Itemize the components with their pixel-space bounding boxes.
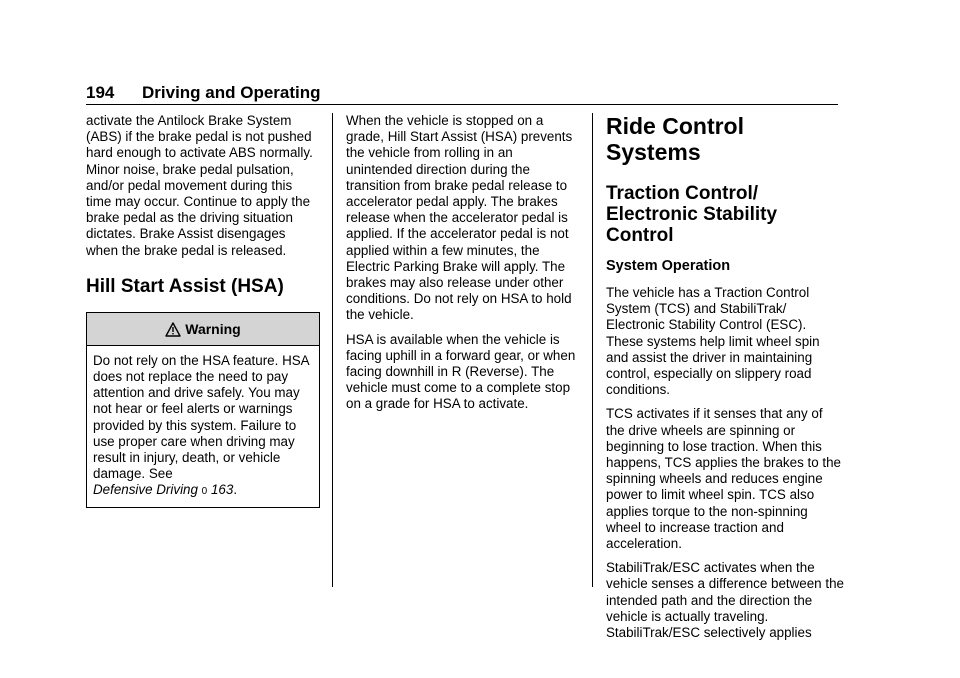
column-right (606, 113, 844, 649)
cross-reference-link[interactable]: Defensive Driving (93, 482, 198, 498)
page-number: 194 (86, 83, 115, 102)
section-heading-tcs: Traction Control/ Electronic Stability Control (606, 183, 778, 246)
paragraph: activate the Antilock Brake System (ABS) if the brake pedal is not pushed hard enough to activate ABS normally. Minor noise, brake pedal pulsation, and/or pedal movement during this time may occur. Continue to apply the brake pedal as the driving situation dictates. Brake Assist disengages when the brake pedal is released. (86, 113, 313, 258)
column-divider (592, 113, 593, 587)
warning-title: Warning (185, 320, 241, 337)
section-heading-hsa: Hill Start Assist (HSA) (86, 275, 284, 297)
column-divider (332, 113, 333, 587)
cross-reference-page[interactable]: 163 (210, 482, 234, 498)
section-title: Driving and Operating (142, 83, 321, 102)
page-header (86, 82, 838, 105)
warning-body: Do not rely on the HSA feature. HSA does not replace the need to pay attention and drive safely. You may not hear or feel alerts or warnings provided by this system. Failure to use proper care when driving may result in injury, death, or vehicle damage. See Defensive Driving 0 163. (93, 352, 309, 498)
column-middle (346, 113, 580, 421)
warning-text: Do not rely on the HSA feature. HSA does not replace the need to pay attention and drive safely. You may not hear or feel alerts or warnings provided by this system. Failure to use proper care when driving may result in injury, death, or vehicle damage. See (93, 352, 309, 482)
chapter-heading: Ride Control Systems (606, 113, 744, 165)
paragraph: When the vehicle is stopped on a grade, Hill Start Assist (HSA) prevents the vehicle from rolling in an unintended direction during the transition from brake pedal release to accelerator pedal apply. The brakes release when the accelerator pedal is applied. If the accelerator pedal is not applied within a few minutes, the Electric Parking Brake will apply. The brakes may also release under other conditions. Do not rely on HSA to hold the vehicle. (346, 113, 573, 323)
paragraph: HSA is available when the vehicle is facing uphill in a forward gear, or when facing downhill in R (Reverse). The vehicle must come to a complete stop on a grade for HSA to activate. (346, 331, 576, 412)
paragraph: The vehicle has a Traction Control System (TCS) and StabiliTrak/ Electronic Stability Control (ESC). These systems help limit wheel spin and assist the driver in maintaining control, especially on slippery road conditions. (606, 285, 820, 398)
subsection-heading: System Operation (606, 258, 731, 274)
warning-box (86, 312, 320, 508)
warning-header (87, 313, 319, 346)
page-ref-icon: 0 (201, 486, 208, 498)
paragraph: TCS activates if it senses that any of the drive wheels are spinning or beginning to lose traction. When this happens, TCS applies the brakes to the spinning wheels and reduces engine power to limit wheel spin. TCS also applies torque to the non-spinning wheel to increase traction and acceleration. (606, 406, 841, 552)
paragraph: StabiliTrak/ESC activates when the vehicle senses a difference between the intended path and the direction the vehicle is actually traveling. StabiliTrak/ESC selectively applies (606, 560, 844, 641)
column-left (86, 113, 320, 508)
warning-triangle-icon (165, 321, 185, 337)
